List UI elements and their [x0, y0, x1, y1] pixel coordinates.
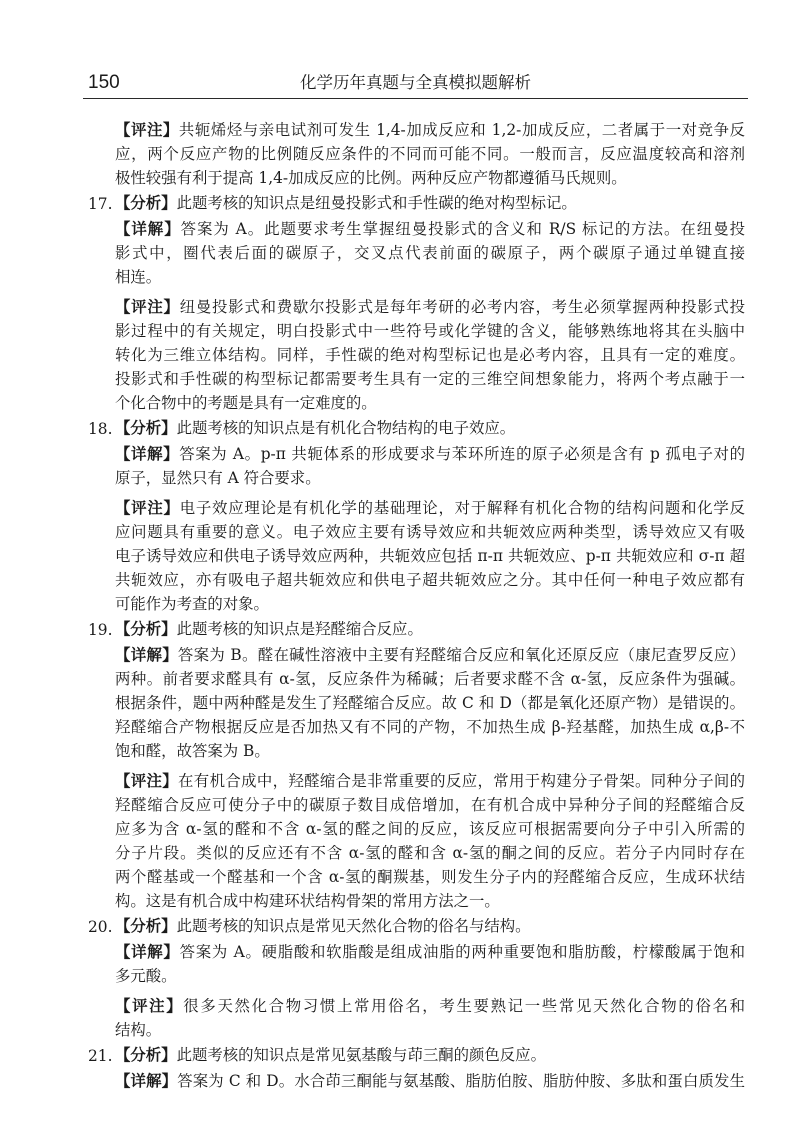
- paragraph-line: [115, 520, 745, 544]
- paragraph-line: [115, 568, 745, 592]
- analysis-paragraph: [115, 191, 745, 215]
- paragraph-line: [115, 793, 745, 817]
- analysis-label: 【分析】: [115, 419, 177, 437]
- line-text: 原子，显然只有 A 符合要求。: [115, 469, 321, 487]
- explanation-label: 【详解】: [115, 220, 181, 238]
- question-number: 21.: [88, 1047, 113, 1065]
- explanation-paragraph: [115, 217, 745, 289]
- paragraph-line: [115, 217, 745, 241]
- paragraph-line: [115, 319, 745, 343]
- line-text: 根据条件，题中两种醛是发生了羟醛缩合反应。故 C 和 D（都是氧化还原产物）是错误的。: [115, 694, 745, 712]
- line-text: 转化为三维立体结构。同样，手性碳的绝对构型标记也是必考内容，且具有一定的难度。: [115, 346, 745, 364]
- line-text: 分子片段。类似的反应还有不含 α-氢的醛和含 α-氢的酮之间的反应。若分子内同时存在: [115, 844, 745, 862]
- comment-paragraph: [115, 295, 745, 415]
- comment-label: 【评注】: [115, 499, 180, 517]
- paragraph-line: [115, 643, 745, 667]
- question-18: [88, 416, 745, 616]
- line-text: 此题考核的知识点是羟醛缩合反应。: [176, 620, 423, 638]
- line-text: 电子诱导效应和供电子诱导效应两种，共轭效应包括 π-π 共轭效应、p-π 共轭效应和 σ-π 超: [115, 547, 745, 565]
- paragraph-line: [115, 367, 745, 391]
- question-17: [88, 191, 745, 415]
- paragraph-line: [115, 118, 745, 142]
- analysis-label: 【分析】: [115, 917, 177, 935]
- paragraph-line: [115, 1069, 745, 1093]
- question-20: [88, 914, 745, 1042]
- explanation-paragraph: [115, 442, 745, 490]
- line-text: 答案为 A。p-π 共轭体系的形成要求与苯环所连的原子必须是含有 p 孤电子对的: [179, 445, 745, 463]
- line-text: 在有机合成中，羟醛缩合是非常重要的反应，常用于构建分子骨架。同种分子间的: [178, 772, 745, 790]
- paragraph-line: [115, 295, 745, 319]
- explanation-label: 【详解】: [115, 1072, 178, 1090]
- paragraph-line: [115, 841, 745, 865]
- paragraph-line: [115, 617, 745, 641]
- question-number: 19.: [88, 621, 113, 639]
- paragraph-line: [115, 442, 745, 466]
- line-text: 此题考核的知识点是常见天然化合物的俗名与结构。: [176, 917, 531, 935]
- paragraph-line: [115, 964, 745, 988]
- book-title: 化学历年真题与全真模拟题解析: [300, 73, 531, 92]
- paragraph-line: [115, 889, 745, 913]
- line-text: 此题考核的知识点是纽曼投影式和手性碳的绝对构型标记。: [176, 194, 577, 212]
- question-21: [88, 1043, 745, 1093]
- line-text: 羟醛缩合反应可使分子中的碳原子数目成倍增加，在有机合成中异种分子间的羟醛缩合反: [115, 796, 745, 814]
- analysis-paragraph: [115, 1043, 745, 1067]
- paragraph-line: [115, 914, 745, 938]
- line-text: 可能作为考查的对象。: [115, 595, 269, 613]
- question-number: 17.: [88, 195, 113, 213]
- line-text: 纽曼投影式和费歇尔投影式是每年考研的必考内容，考生必须掌握两种投影式投: [179, 298, 745, 316]
- paragraph-line: [115, 715, 745, 739]
- line-text: 相连。: [115, 268, 162, 286]
- analysis-label: 【分析】: [115, 620, 177, 638]
- paragraph-line: [115, 739, 745, 763]
- paragraph-line: [115, 817, 745, 841]
- comment-paragraph: [115, 994, 745, 1042]
- line-text: 答案为 A。硬脂酸和软脂酸是组成油脂的两种重要饱和脂肪酸，柠檬酸属于饱和: [179, 943, 745, 961]
- question-number: 18.: [88, 420, 113, 438]
- comment-paragraph: [115, 769, 745, 913]
- line-text: 构。这是有机合成中构建环状结构骨架的常用方法之一。: [115, 892, 500, 910]
- comment-label: 【评注】: [115, 121, 179, 139]
- line-text: 羟醛缩合产物根据反应是否加热又有不同的产物，不加热生成 β-羟基醛，加热生成 α,β-不: [115, 718, 745, 736]
- explanation-paragraph: [115, 940, 745, 988]
- paragraph-line: [115, 667, 745, 691]
- line-text: 影过程中的有关规定，明白投影式中一些符号或化学键的含义，能够熟练地将其在头脑中: [115, 322, 745, 340]
- running-header: [83, 68, 748, 99]
- line-text: 答案为 B。醛在碱性溶液中主要有羟醛缩合反应和氧化还原反应（康尼查罗反应）: [177, 646, 745, 664]
- line-text: 共轭烯烃与亲电试剂可发生 1,4-加成反应和 1,2-加成反应，二者属于一对竞争反: [178, 121, 745, 139]
- paragraph-line: [115, 865, 745, 889]
- paragraph-line: [115, 265, 745, 289]
- question-19: [88, 617, 745, 913]
- question-number: 20.: [88, 918, 113, 936]
- paragraph-line: [115, 940, 745, 964]
- line-text: 投影式和手性碳的构型标记都需要考生具有一定的三维空间想象能力，将两个考点融于一: [115, 370, 745, 388]
- line-text: 很多天然化合物习惯上常用俗名，考生要熟记一些常见天然化合物的俗名和: [183, 997, 745, 1015]
- analysis-paragraph: [115, 416, 745, 440]
- paragraph-line: [115, 241, 745, 265]
- paragraph-line: [115, 994, 745, 1018]
- analysis-label: 【分析】: [115, 194, 177, 212]
- paragraph-line: [115, 142, 745, 166]
- line-text: 结构。: [115, 1021, 162, 1039]
- explanation-label: 【详解】: [115, 646, 178, 664]
- paragraph-line: [115, 691, 745, 715]
- line-text: 答案为 C 和 D。水合茚三酮能与氨基酸、脂肪伯胺、脂肪仲胺、多肽和蛋白质发生: [177, 1072, 745, 1090]
- paragraph-line: [115, 416, 745, 440]
- comment-paragraph: [115, 496, 745, 616]
- comment-label: 【评注】: [115, 997, 184, 1015]
- line-text: 应，两个反应产物的比例随反应条件的不同而可能不同。一般而言，反应温度较高和溶剂: [115, 145, 745, 163]
- explanation-paragraph: [115, 1069, 745, 1093]
- comment-label: 【评注】: [115, 772, 179, 790]
- explanation-label: 【详解】: [115, 445, 180, 463]
- line-text: 两个醛基或一个醛基和一个含 α-氢的酮羰基，则发生分子内的羟醛缩合反应，生成环状结: [115, 868, 745, 886]
- paragraph-line: [115, 191, 745, 215]
- line-text: 此题考核的知识点是常见氨基酸与茚三酮的颜色反应。: [176, 1046, 546, 1064]
- comment-paragraph: [115, 118, 745, 190]
- line-text: 应多为含 α-氢的醛和不含 α-氢的醛之间的反应，该反应可根据需要向分子中引入所需的: [115, 820, 745, 838]
- paragraph-line: [115, 496, 745, 520]
- analysis-label: 【分析】: [115, 1046, 177, 1064]
- page-body: [88, 118, 745, 1093]
- comment-label: 【评注】: [115, 298, 180, 316]
- analysis-paragraph: [115, 617, 745, 641]
- paragraph-line: [115, 592, 745, 616]
- paragraph-line: [115, 466, 745, 490]
- line-text: 电子效应理论是有机化学的基础理论，对于解释有机化合物的结构问题和化学反: [179, 499, 745, 517]
- line-text: 两种。前者要求醛具有 α-氢，反应条件为稀碱；后者要求醛不含 α-氢，反应条件为强碱。: [115, 670, 745, 688]
- analysis-paragraph: [115, 914, 745, 938]
- line-text: 答案为 A。此题要求考生掌握纽曼投影式的含义和 R/S 标记的方法。在纽曼投: [180, 220, 745, 238]
- line-text: 饱和醛，故答案为 B。: [115, 742, 270, 760]
- paragraph-line: [115, 544, 745, 568]
- line-text: 应问题具有重要的意义。电子效应主要有诱导效应和共轭效应两种类型，诱导效应又有吸: [115, 523, 745, 541]
- paragraph-line: [115, 769, 745, 793]
- paragraph-line: [115, 391, 745, 415]
- explanation-label: 【详解】: [115, 943, 180, 961]
- line-text: 极性较强有利于提高 1,4-加成反应的比例。两种反应产物都遵循马氏规则。: [115, 169, 627, 187]
- page-number: 150: [88, 72, 120, 93]
- line-text: 个化合物中的考题是具有一定难度的。: [115, 394, 377, 412]
- paragraph-line: [115, 1018, 745, 1042]
- paragraph-line: [115, 343, 745, 367]
- question-16-continued: [115, 118, 745, 190]
- line-text: 影式中，圈代表后面的碳原子，交叉点代表前面的碳原子，两个碳原子通过单键直接: [115, 244, 745, 262]
- line-text: 此题考核的知识点是有机化合物结构的电子效应。: [176, 419, 516, 437]
- line-text: 多元酸。: [115, 967, 177, 985]
- explanation-paragraph: [115, 643, 745, 763]
- line-text: 共轭效应，亦有吸电子超共轭效应和供电子超共轭效应之分。其中任何一种电子效应都有: [115, 571, 745, 589]
- paragraph-line: [115, 1043, 745, 1067]
- paragraph-line: [115, 166, 745, 190]
